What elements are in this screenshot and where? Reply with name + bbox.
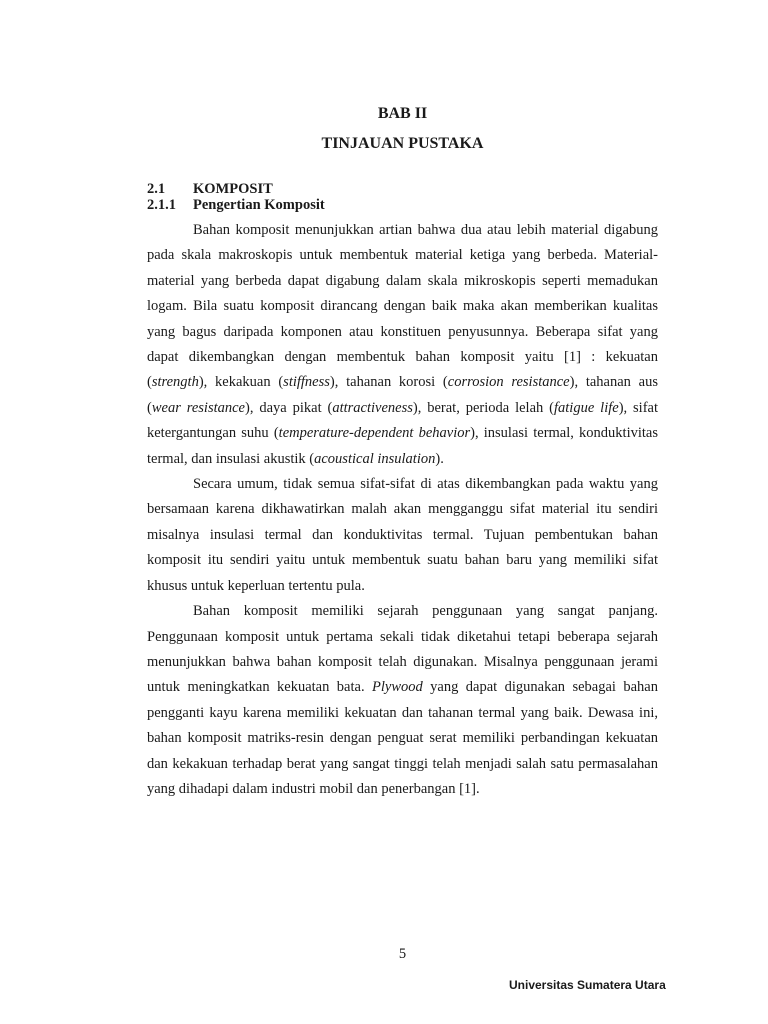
subsection-title: Pengertian Komposit bbox=[193, 197, 325, 213]
chapter-title: TINJAUAN PUSTAKA bbox=[321, 135, 484, 152]
body-paragraph bbox=[147, 599, 658, 802]
page-number: 5 bbox=[398, 946, 407, 962]
text-run: ). bbox=[435, 450, 444, 467]
text-run: Bahan komposit menunjukkan artian bahwa dua atau lebih material digabung pada skala makroskopis untuk membentuk material ketiga yang berbeda. Material-material yang berbeda dapat digabung dalam skala mikroskopis seperti memadukan logam. Bila suatu komposit dirancang dengan baik maka akan memberikan kualitas yang bagus daripada komponen atau konstituen penyusunnya. Beberapa sifat yang dapat dikembangkan dengan membentuk bahan komposit yaitu [1] : kekuatan ( bbox=[147, 222, 658, 391]
body-paragraph bbox=[147, 218, 658, 472]
text-run: ), tahanan aus ( bbox=[147, 374, 658, 416]
subsection-number: 2.1.1 bbox=[147, 197, 176, 213]
text-run: yang dapat digunakan sebagai bahan pengganti kayu karena memiliki kekuatan dan tahanan termal yang baik. Dewasa ini, bahan komposit matriks-resin dengan penguat serat memiliki perbandingan kekuatan dan kekakuan terhadap berat yang sangat tinggi telah menjadi salah satu permasalahan yang dihadapi dalam industri mobil dan penerbangan [1]. bbox=[147, 679, 658, 797]
italic-term: strength bbox=[151, 374, 199, 391]
text-run: ), tahanan korosi ( bbox=[329, 374, 448, 391]
italic-term: temperature-dependent behavior bbox=[278, 425, 471, 442]
italic-term: Plywood bbox=[372, 679, 423, 696]
section-heading bbox=[147, 181, 273, 198]
italic-term: acoustical insulation bbox=[314, 450, 436, 467]
text-run: ), kekakuan ( bbox=[198, 374, 284, 391]
subsection-heading bbox=[147, 197, 325, 214]
footer-institution: Universitas Sumatera Utara bbox=[509, 978, 666, 992]
italic-term: attractiveness bbox=[332, 399, 413, 416]
text-run: ), insulasi termal, konduktivitas termal, dan insulasi akustik ( bbox=[147, 425, 658, 467]
italic-term: wear resistance bbox=[151, 399, 245, 416]
section-number: 2.1 bbox=[147, 181, 166, 197]
italic-term: stiffness bbox=[283, 374, 330, 391]
text-run: Secara umum, tidak semua sifat-sifat di atas dikembangkan pada waktu yang bersamaan karena dikhawatirkan malah akan mengganggu sifat material itu sendiri misalnya insulasi termal dan konduktivitas termal. Tujuan pembentukan bahan komposit itu sendiri yaitu untuk membentuk suatu bahan baru yang memiliki sifat khusus untuk keperluan tertentu pula. bbox=[147, 476, 658, 594]
italic-term: fatigue life bbox=[554, 399, 619, 416]
body-text bbox=[147, 218, 658, 802]
body-paragraph bbox=[147, 472, 658, 599]
text-run: Bahan komposit memiliki sejarah penggunaan yang sangat panjang. Penggunaan komposit untuk pertama sekali tidak diketahui tetapi beberapa sejarah menunjukkan bahwa bahan komposit telah digunakan. Misalnya penggunaan jerami untuk meningkatkan kekuatan bata. bbox=[147, 603, 658, 696]
text-run: ), berat, perioda lelah ( bbox=[412, 399, 554, 416]
text-run: ), sifat ketergantungan suhu ( bbox=[147, 399, 658, 442]
section-title: KOMPOSIT bbox=[193, 181, 273, 197]
italic-term: corrosion resistance bbox=[447, 374, 570, 391]
text-run: ), daya pikat ( bbox=[245, 399, 333, 416]
chapter-label: BAB II bbox=[377, 105, 428, 122]
